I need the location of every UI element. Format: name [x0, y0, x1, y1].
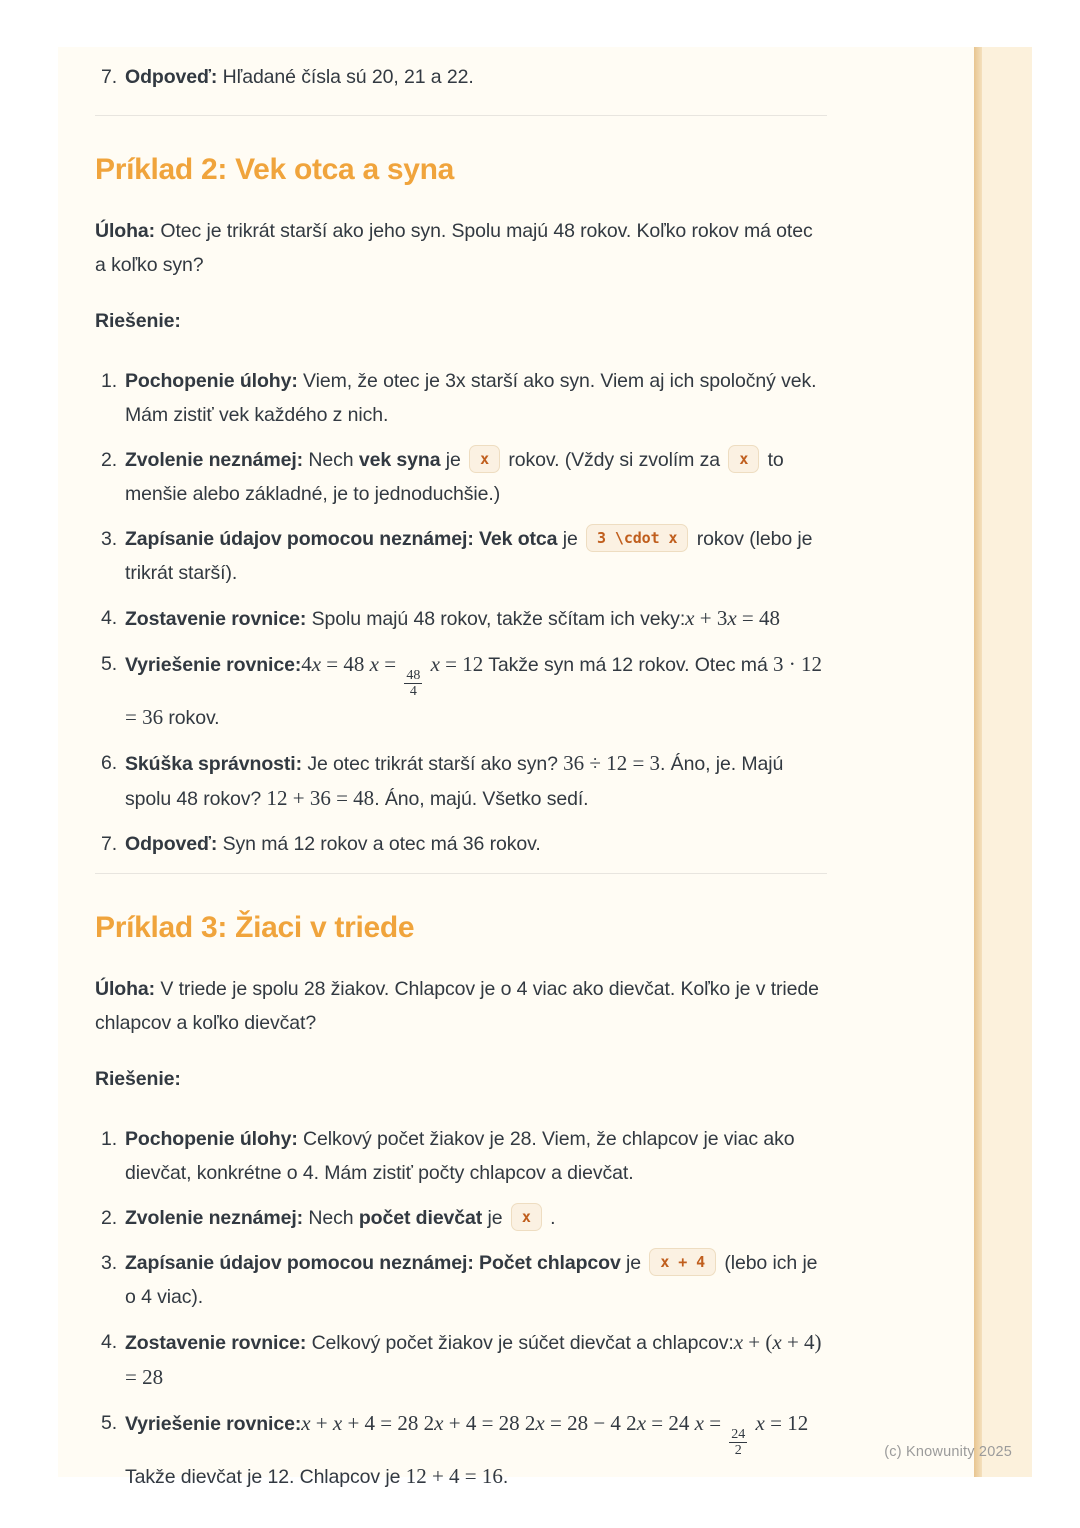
page-edge-stripe: [974, 47, 982, 1477]
math-fraction: $\frac{24}{2}$: [731, 1426, 746, 1459]
list-item: [95, 1246, 827, 1314]
math-expression: x + x + 4 = 28 2x + 4 = 28 2x = 28 − 4 2x = 24 x =: [301, 1410, 727, 1435]
bold-label: Zostavenie rovnice:: [125, 1331, 307, 1354]
list-item-text: Odpoveď: Syn má 12 rokov a otec má 36 rokov.: [125, 832, 541, 855]
list-marker: 7.: [101, 66, 118, 88]
list-item: [95, 601, 827, 636]
list-item: [95, 647, 827, 735]
list-item-text: Pochopenie úlohy: Celkový počet žiakov je 28. Viem, že chlapcov je viac ako dievčat, konkrétne o 4. Mám zistiť počty chlapcov a dievčat.: [125, 1127, 795, 1184]
list-item-text: Zapísanie údajov pomocou neznámej: Vek otca je 3 \cdot x rokov (lebo je trikrát starší).: [125, 528, 812, 584]
math-expression: 3 · 12 = 36: [125, 652, 823, 729]
bold-label: Vyriešenie rovnice:: [125, 654, 302, 676]
document-card: [58, 47, 1032, 1488]
math-expression: 12 + 4 = 16: [405, 1463, 503, 1488]
list-item: [95, 364, 827, 432]
list-item-text: Zvolenie neznámej: Nech počet dievčat je x .: [125, 1207, 555, 1229]
list-marker: 6.: [101, 751, 118, 774]
list-item-text: Vyriešenie rovnice:4x = 48 x = $\frac{48}{4}$ x = 12 Takže syn má 12 rokov. Otec má 3 · 12 = 36 rokov.: [125, 652, 823, 729]
list-item-text: Pochopenie úlohy: Viem, že otec je 3x starší ako syn. Viem aj ich spoločný vek. Mám zistiť vek každého z nich.: [125, 370, 817, 426]
inline-code-chip: x + 4: [649, 1248, 716, 1276]
bold-label: počet dievčat: [358, 1206, 483, 1229]
example-2-heading: Príklad 2: Vek otca a syna: [95, 153, 455, 186]
list-item: [95, 827, 827, 861]
bold-label: Pochopenie úlohy:: [125, 370, 298, 392]
list-marker: 1.: [101, 370, 118, 392]
math-fraction: $\frac{48}{4}$: [406, 668, 421, 700]
list-item-text: Zostavenie rovnice: Spolu majú 48 rokov, takže sčítam ich veky:x + 3x = 48: [125, 606, 780, 630]
list-marker: 2.: [101, 1206, 118, 1229]
list-item-text: Zostavenie rovnice: Celkový počet žiakov je súčet dievčat a chlapcov:x + (x + 4) = 28: [125, 1329, 822, 1389]
math-expression: x + (x + 4) = 28: [125, 1329, 822, 1389]
list-item-text: Odpoveď: Hľadané čísla sú 20, 21 a 22.: [125, 66, 474, 88]
bold-label: Pochopenie úlohy:: [125, 1127, 298, 1150]
math-expression: x = 12: [430, 652, 484, 676]
solution-label: Riešenie:: [95, 1067, 181, 1090]
list-item: [95, 1325, 827, 1395]
bold-label: Odpoveď:: [125, 832, 218, 855]
list-item-text: Vyriešenie rovnice:x + x + 4 = 28 2x + 4 = 28 2x = 28 − 4 2x = 24 x = $\frac{24}{2}$ x = 12 Takže dievčat je 12. Chlapcov je 12 + 4 = 16.: [125, 1410, 809, 1488]
task-text: Otec je trikrát starší ako jeho syn. Spolu majú 48 rokov. Koľko rokov má otec a koľko syn?: [95, 220, 813, 276]
list-marker: 5.: [101, 1411, 118, 1434]
task-paragraph: [95, 972, 827, 1040]
math-expression: x = 12: [755, 1410, 809, 1435]
list-item-text: Zapísanie údajov pomocou neznámej: Počet chlapcov je x + 4 (lebo ich je o 4 viac).: [125, 1252, 817, 1308]
inline-code-chip: 3 \cdot x: [586, 524, 688, 552]
list-marker: 1.: [101, 1127, 118, 1150]
task-label: Úloha:: [95, 977, 156, 1000]
list-item: [95, 1406, 827, 1494]
list-item: [95, 746, 827, 816]
math-expression: 36 ÷ 12 = 3: [563, 750, 661, 775]
list-item: [95, 60, 827, 94]
list-marker: 3.: [101, 528, 118, 550]
solution-steps: [95, 1122, 827, 1494]
inline-code-chip: x: [469, 445, 500, 473]
bold-label: Odpoveď:: [125, 66, 218, 88]
list-item: [95, 1201, 827, 1235]
list-marker: 4.: [101, 1330, 118, 1353]
task-paragraph: [95, 214, 827, 282]
bold-label: vek syna: [358, 449, 441, 471]
list-marker: 7.: [101, 832, 118, 855]
inline-code-chip: x: [728, 445, 759, 473]
list-item-text: Zvolenie neznámej: Nech vek syna je x rokov. (Vždy si zvolím za x to menšie alebo základné, je to jednoduchšie.): [125, 449, 784, 505]
math-expression: 4x = 48 x =: [301, 652, 402, 676]
divider: [95, 873, 827, 874]
list-marker: 3.: [101, 1251, 118, 1274]
bold-label: Skúška správnosti:: [125, 752, 303, 775]
bold-label: Vyriešenie rovnice:: [125, 1412, 302, 1435]
inline-code-chip: x: [511, 1203, 542, 1231]
list-item-text: Skúška správnosti: Je otec trikrát starší ako syn? 36 ÷ 12 = 3. Áno, je. Majú spolu 48 rokov? 12 + 36 = 48. Áno, majú. Všetko sedí.: [125, 750, 784, 810]
math-expression: 12 + 36 = 48: [266, 785, 375, 810]
list-marker: 5.: [101, 653, 118, 675]
divider: [95, 115, 827, 116]
math-expression: x + 3x = 48: [685, 606, 780, 630]
list-item: [95, 1122, 827, 1190]
list-item: [95, 443, 827, 511]
solution-label: Riešenie:: [95, 310, 181, 332]
solution-steps: [95, 364, 827, 861]
bold-label: Zvolenie neznámej:: [125, 449, 304, 471]
list-marker: 4.: [101, 607, 118, 629]
example-3-heading: Príklad 3: Žiaci v triede: [95, 910, 415, 944]
task-text: V triede je spolu 28 žiakov. Chlapcov je o 4 viac ako dievčat. Koľko je v triede chlapcov a koľko dievčat?: [95, 977, 819, 1034]
page-edge-panel: [982, 47, 1032, 1477]
bold-label: Zostavenie rovnice:: [125, 608, 307, 630]
copyright-watermark: (c) Knowunity 2025: [884, 1444, 1012, 1460]
bold-label: Zvolenie neznámej:: [125, 1206, 304, 1229]
task-label: Úloha:: [95, 220, 156, 242]
bold-label: Zapísanie údajov pomocou neznámej: Vek otca: [125, 528, 558, 550]
document-content: [95, 47, 827, 1505]
list-marker: 2.: [101, 449, 118, 471]
list-item: [95, 522, 827, 590]
bold-label: Zapísanie údajov pomocou neznámej: Počet chlapcov: [125, 1251, 621, 1274]
